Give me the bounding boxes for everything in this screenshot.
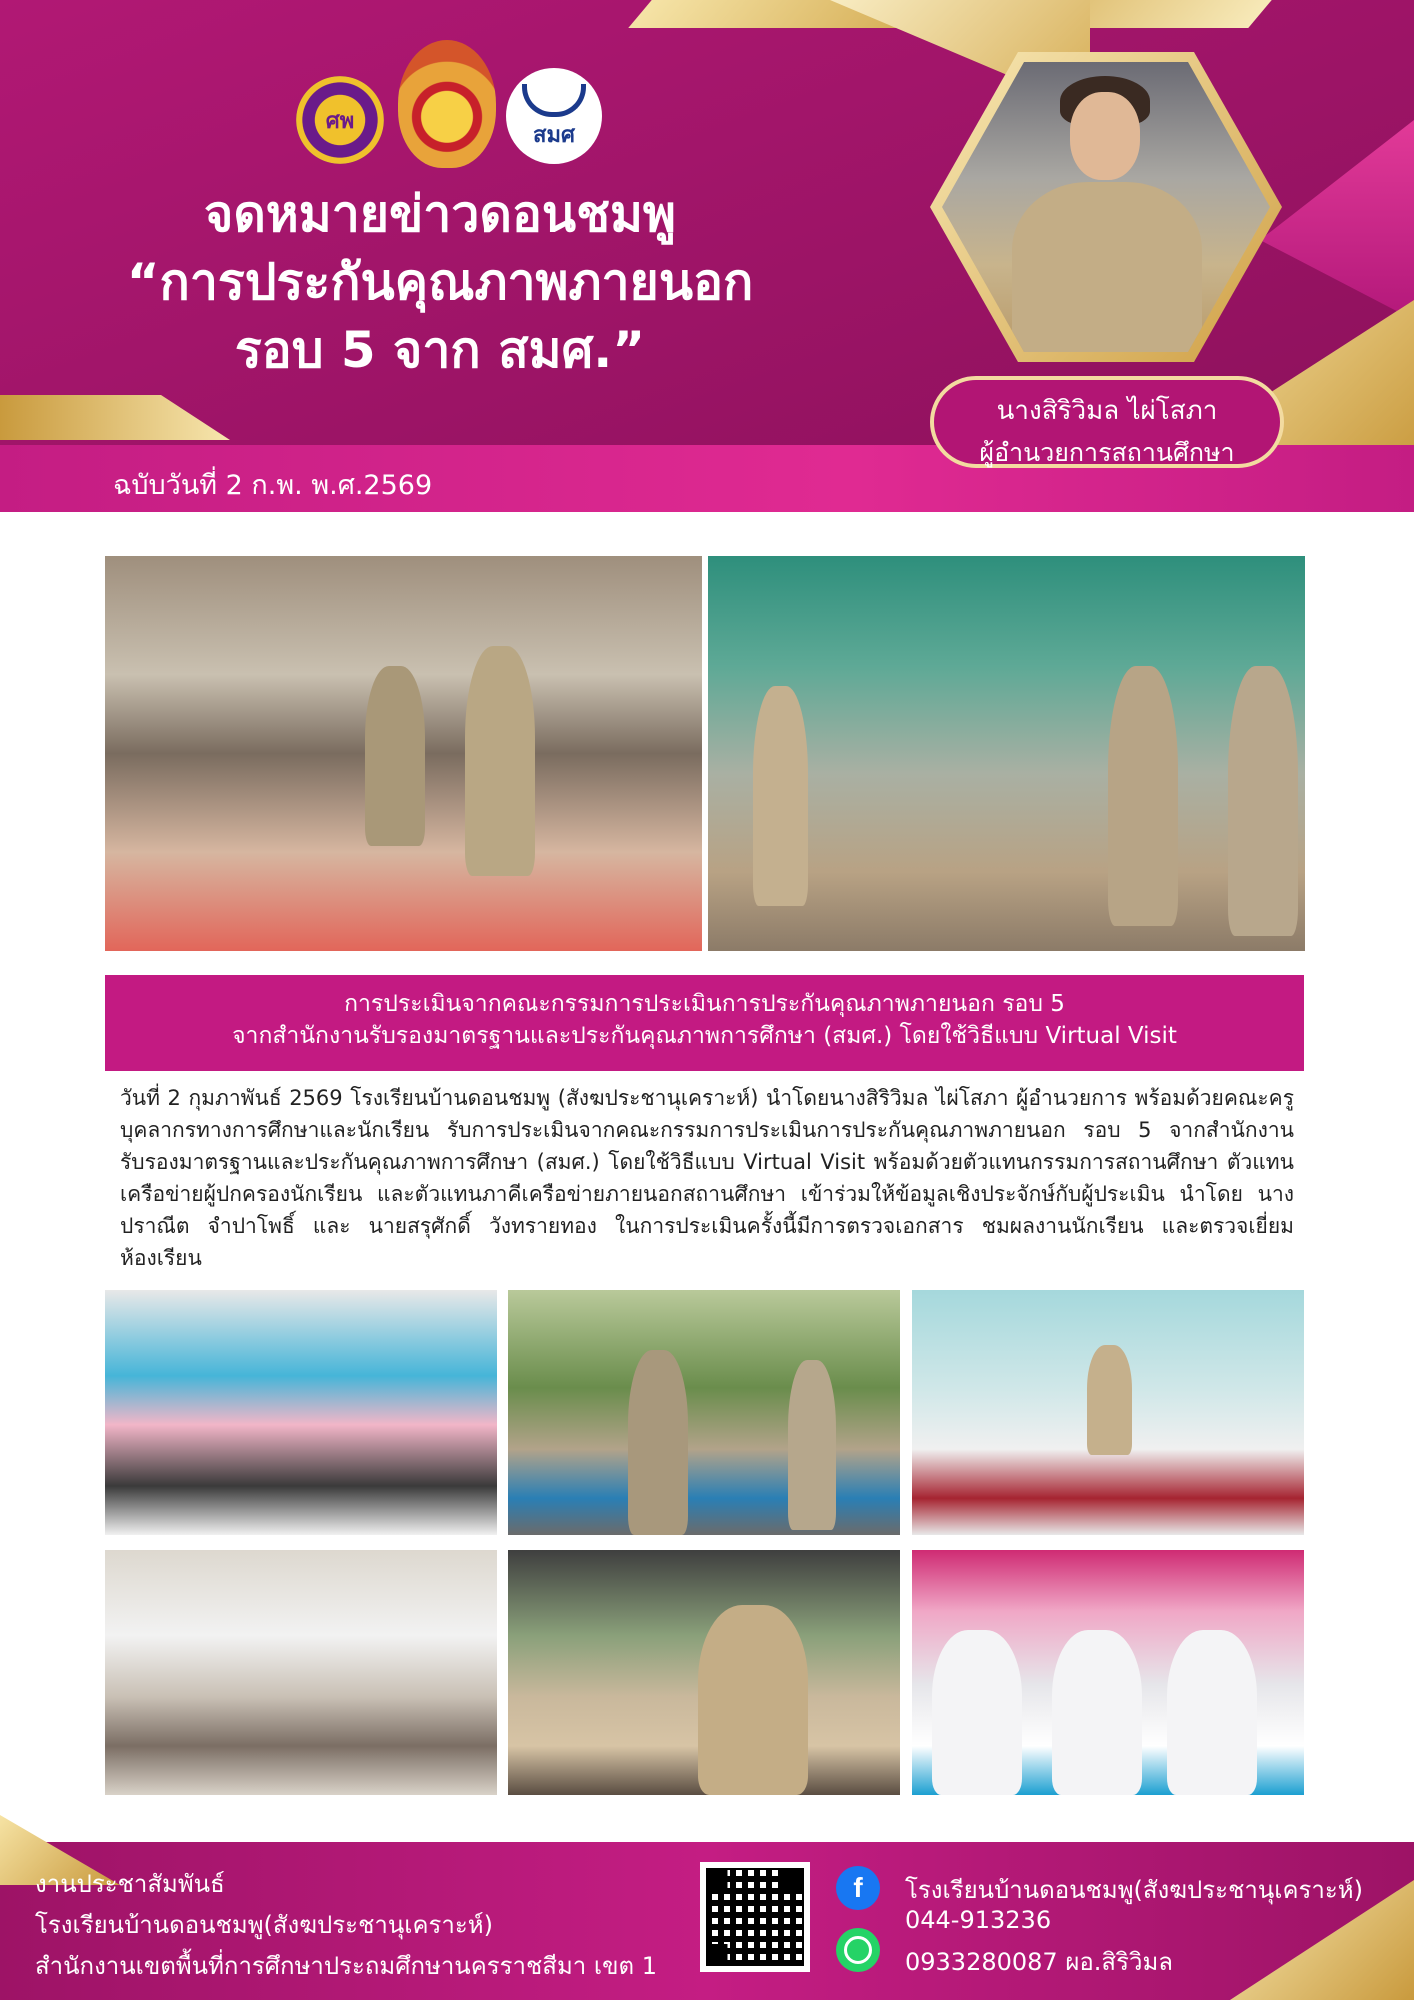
- photo-canteen: [105, 556, 702, 951]
- photo-classroom-activity: [912, 1290, 1304, 1535]
- photo-virtual-recording: [508, 1550, 900, 1795]
- director-name: นางสิริวิมล ไผ่โสภา: [996, 396, 1218, 426]
- onesqa-logo: สมศ: [506, 68, 602, 164]
- footer-district-office: สำนักงานเขตพื้นที่การศึกษาประถมศึกษานครราชสีมา เขต 1: [35, 1952, 657, 1980]
- phone-number: 044-913236: [905, 1906, 1052, 1934]
- facebook-icon[interactable]: f: [836, 1866, 880, 1910]
- facebook-page-link[interactable]: โรงเรียนบ้านดอนชมพู(สังฆประชานุเคราะห์): [905, 1876, 1363, 1904]
- footer-school-name: โรงเรียนบ้านดอนชมพู(สังฆประชานุเคราะห์): [35, 1911, 493, 1939]
- issue-date: ฉบับวันที่ 2 ก.พ. พ.ศ.2569: [113, 470, 433, 501]
- qr-code[interactable]: [700, 1862, 810, 1972]
- caption-line2: จากสำนักงานรับรองมาตรฐานและประกันคุณภาพการศึกษา (สมศ.) โดยใช้วิธีแบบ Virtual Visit: [232, 1023, 1177, 1049]
- photo-classroom: [105, 1550, 497, 1795]
- article-body: วันที่ 2 กุมภาพันธ์ 2569 โรงเรียนบ้านดอนชมพู (สังฆประชานุเคราะห์) นำโดยนางสิริวิมล ไผ่โสภา ผู้อำนวยการ พร้อมด้วยคณะครู บุคลากรทางการศึกษาและนักเรียน รับการประเมินจากคณะกรรมการประเมินการประกันคุณภาพภายนอก รอบ 5 จากสำนักงานรับรองมาตรฐานและประกันคุณภาพการศึกษา (สมศ.) โดยใช้วิธีแบบ Virtual Visit พร้อมด้วยตัวแทนกรรมการสถานศึกษา ตัวแทนเครือข่ายผู้ปกครองนักเรียน และตัวแทนภาคีเครือข่ายภายนอกสถานศึกษา เข้าร่วมให้ข้อมูลเชิงประจักษ์กับผู้ประเมิน นำโดย นางปราณีต จำปาโพธิ์ และ นายสรุศักดิ์ วังทรายทอง ในการประเมินครั้งนี้มีการตรวจเอกสาร ชมผลงานนักเรียน และตรวจเยี่ยมห้องเรียน: [120, 1086, 1294, 1270]
- photo-outdoor-recording: [508, 1290, 900, 1535]
- ministry-seal: [398, 40, 496, 168]
- mobile-number: 0933280087 ผอ.สิริวิมล: [905, 1948, 1173, 1976]
- gold-strip-left: [0, 395, 230, 440]
- caption-line1: การประเมินจากคณะกรรมการประเมินการประกันคุณภาพภายนอก รอบ 5: [344, 991, 1065, 1017]
- newsletter-title-line2: “การประกันคุณภาพภายนอก: [126, 253, 754, 311]
- photo-meeting-hall: [105, 1290, 497, 1535]
- newsletter-title-line1: จดหมายข่าวดอนชมพู: [204, 185, 676, 243]
- director-name-box: [930, 376, 1284, 468]
- pink-accent: [1260, 120, 1414, 320]
- footer-pr-unit: งานประชาสัมพันธ์: [35, 1870, 225, 1898]
- director-position: ผู้อำนวยการสถานศึกษา: [979, 438, 1235, 467]
- caption-bar: [105, 975, 1304, 1071]
- obec-logo: ศพ: [296, 76, 384, 164]
- newsletter-title-line3: รอบ 5 จาก สมศ.”: [234, 321, 646, 379]
- photo-students-presenting: [912, 1550, 1304, 1795]
- photo-garden-visit: [708, 556, 1305, 951]
- whatsapp-icon[interactable]: [836, 1928, 880, 1972]
- onesqa-mark-icon: [522, 84, 586, 117]
